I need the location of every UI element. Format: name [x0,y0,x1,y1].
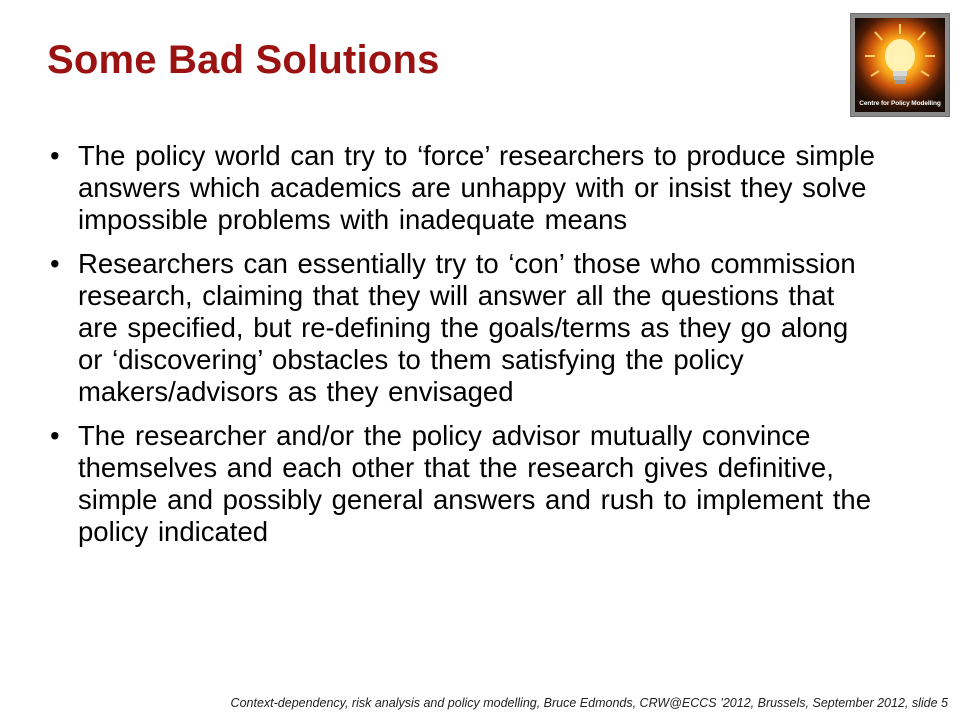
logo-caption: Centre for Policy Modelling [859,100,941,107]
bullet-marker: • [50,420,60,451]
bullet-item [50,420,880,548]
lightbulb-icon [855,18,945,112]
slide-title: Some Bad Solutions [47,38,440,82]
bullet-item [50,140,880,236]
bullet-text: The policy world can try to ‘force’ researchers to produce simple answers which academics are unhappy with or insist they solve impossible problems with inadequate means [78,140,875,235]
slide-footer: Context-dependency, risk analysis and policy modelling, Bruce Edmonds, CRW@ECCS ’2012, Brussels, September 2012, slide 5 [230,696,948,710]
lightbulb-logo [850,13,950,117]
bullet-list [50,140,880,560]
bullet-text: Researchers can essentially try to ‘con’ those who commission research, claiming that they will answer all the questions that are specified, but re-defining the goals/terms as they go along or ‘discovering’ obstacles to them satisfying the policy makers/advisors as they envisaged [78,248,856,407]
bullet-marker: • [50,140,60,171]
bullet-item [50,248,880,408]
bullet-marker: • [50,248,60,279]
bullet-text: The researcher and/or the policy advisor mutually convince themselves and each other that the research gives definitive, simple and possibly general answers and rush to implement the policy indicated [78,420,871,547]
